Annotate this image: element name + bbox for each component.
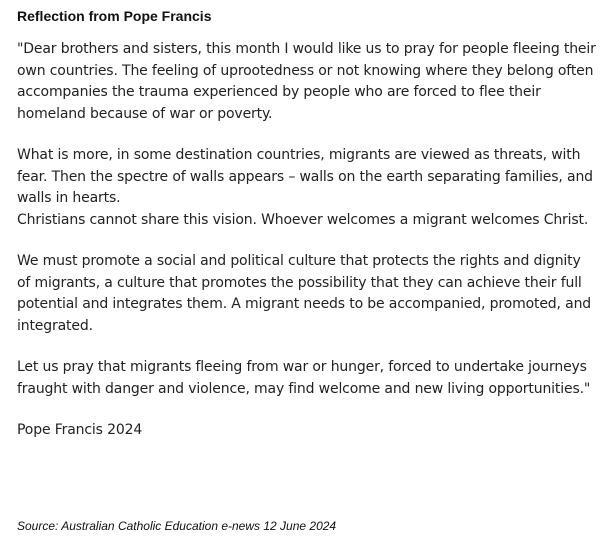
- paragraph-spacer: [17, 400, 597, 420]
- paragraph-spacer: [17, 125, 597, 145]
- paragraph-culture: We must promote a social and political culture that protects the rights and dignity of migrants, a culture that promotes the possibility that they can achieve their full potential and integrates them. A migrant needs to be accompanied, promoted, and integrated.: [17, 253, 592, 334]
- paragraph-prayer-intro: "Dear brothers and sisters, this month I would like us to pray for people fleeing their own countries. The feeling of uprootedness or not knowing where they belong often accompanies the trauma experienced by people who are forced to flee their homeland because of war or poverty.: [17, 41, 596, 122]
- paragraph-prayer-closing: Let us pray that migrants fleeing from war or hunger, forced to undertake journeys fraught with danger and violence, may find welcome and new living opportunities.": [17, 359, 591, 397]
- source-citation: Source: Australian Catholic Education e-news 12 June 2024: [17, 519, 337, 533]
- paragraph-christians: Christians cannot share this vision. Whoever welcomes a migrant welcomes Christ.: [17, 211, 589, 228]
- paragraph-walls: What is more, in some destination countries, migrants are viewed as threats, with fear. Then the spectre of walls appears – walls on the earth separating families, and walls in hearts.: [17, 147, 593, 206]
- signature: Pope Francis 2024: [17, 422, 143, 438]
- page-title: Reflection from Pope Francis: [17, 8, 212, 24]
- paragraph-spacer: [17, 231, 597, 251]
- paragraph-spacer: [17, 337, 597, 357]
